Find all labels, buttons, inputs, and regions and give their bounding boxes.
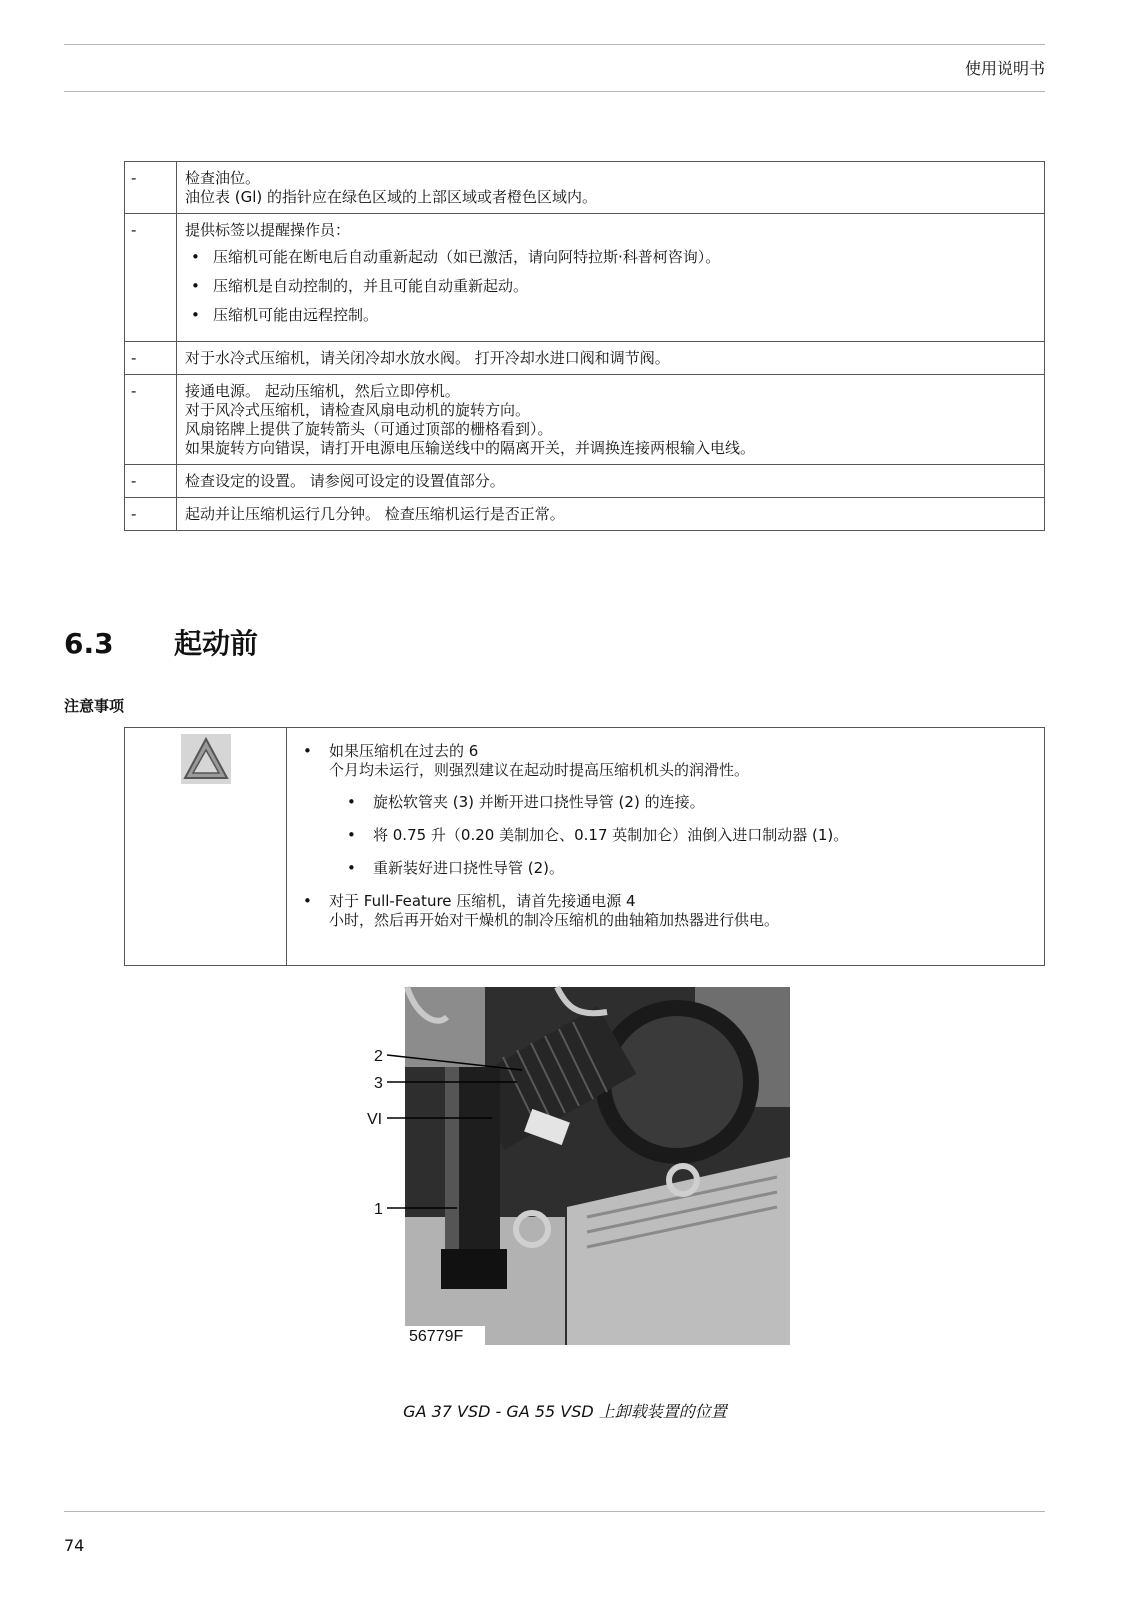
row-content bbox=[177, 498, 1045, 531]
warning-triangle-icon bbox=[181, 734, 231, 784]
row-text: 油位表 (Gl) 的指针应在绿色区域的上部区域或者橙色区域内。 bbox=[185, 188, 598, 206]
row-text: 对于水冷式压缩机，请关闭冷却水放水阀。 打开冷却水进口阀和调节阀。 bbox=[185, 349, 670, 367]
notice-bullet bbox=[293, 892, 1033, 930]
table-row bbox=[125, 465, 1045, 498]
row-marker: - bbox=[125, 214, 177, 342]
row-text: 接通电源。 起动压缩机，然后立即停机。 bbox=[185, 382, 460, 400]
notice-line: • 如果压缩机在过去的 6 bbox=[329, 742, 479, 760]
row-content bbox=[177, 375, 1045, 465]
notice-line: 小时，然后再开始对干燥机的制冷压缩机的曲轴箱加热器进行供电。 bbox=[329, 911, 780, 929]
callout-2: 2 bbox=[374, 1048, 383, 1065]
table-row bbox=[125, 214, 1045, 342]
notice-label: 注意事项 bbox=[64, 697, 125, 715]
notice-box bbox=[124, 727, 1045, 966]
notice-bullet bbox=[293, 742, 1033, 780]
table-row bbox=[125, 162, 1045, 214]
callout-3: 3 bbox=[374, 1075, 383, 1092]
row-text: 风扇铭牌上提供了旋转箭头（可通过顶部的栅格看到）。 bbox=[185, 420, 553, 438]
row-text: 检查设定的设置。 请参阅可设定的设置值部分。 bbox=[185, 472, 505, 490]
row-marker: - bbox=[125, 342, 177, 375]
row-content bbox=[177, 465, 1045, 498]
list-item: • 压缩机可能在断电后自动重新起动（如已激活，请向阿特拉斯·科普柯咨询）。 bbox=[185, 248, 1036, 267]
header-rule-bottom bbox=[64, 91, 1045, 92]
row-text: 检查油位。 bbox=[185, 169, 261, 187]
row-marker: - bbox=[125, 162, 177, 214]
callout-vi: VI bbox=[367, 1111, 383, 1128]
table-row bbox=[125, 498, 1045, 531]
notice-icon-cell bbox=[125, 728, 287, 965]
table-row bbox=[125, 375, 1045, 465]
section-title: 起动前 bbox=[174, 627, 259, 660]
notice-line: • 对于 Full-Feature 压缩机，请首先接通电源 4 bbox=[329, 892, 636, 910]
section-heading bbox=[64, 622, 258, 662]
footer-rule bbox=[64, 1511, 1045, 1512]
row-content bbox=[177, 342, 1045, 375]
row-text: 如果旋转方向错误，请打开电源电压输送线中的隔离开关，并调换连接两根输入电线。 bbox=[185, 439, 756, 457]
image-code: 56779F bbox=[409, 1328, 464, 1345]
row-marker: - bbox=[125, 498, 177, 531]
row-text: 起动并让压缩机运行几分钟。 检查压缩机运行是否正常。 bbox=[185, 505, 565, 523]
notice-line: 个月均未运行，则强烈建议在起动时提高压缩机机头的润滑性。 bbox=[329, 761, 750, 779]
unloader-photo bbox=[367, 987, 790, 1361]
notice-sub-bullet: • 旋松软管夹 (3) 并断开进口挠性导管 (2) 的连接。 bbox=[293, 793, 1033, 812]
notice-sub-bullet: • 将 0.75 升（0.20 美制加仑、0.17 英制加仑）油倒入进口制动器 (1)。 bbox=[293, 826, 1033, 845]
notice-text bbox=[293, 742, 1033, 943]
row-text: 提供标签以提醒操作员： bbox=[185, 221, 351, 239]
list-item: • 压缩机可能由远程控制。 bbox=[185, 306, 1036, 325]
header-rule-top bbox=[64, 44, 1045, 45]
row-marker: - bbox=[125, 465, 177, 498]
header-title: 使用说明书 bbox=[964, 59, 1045, 78]
steps-table bbox=[124, 161, 1045, 531]
row-text: 对于风冷式压缩机，请检查风扇电动机的旋转方向。 bbox=[185, 401, 531, 419]
row-content bbox=[177, 162, 1045, 214]
row-content bbox=[177, 214, 1045, 342]
row-marker: - bbox=[125, 375, 177, 465]
section-number: 6.3 bbox=[64, 627, 114, 660]
figure-caption: GA 37 VSD - GA 55 VSD 上卸载装置的位置 bbox=[403, 1402, 727, 1421]
list-item: • 压缩机是自动控制的，并且可能自动重新起动。 bbox=[185, 277, 1036, 296]
notice-sub-bullet: • 重新装好进口挠性导管 (2)。 bbox=[293, 859, 1033, 878]
page-number: 74 bbox=[64, 1536, 85, 1555]
table-row bbox=[125, 342, 1045, 375]
callout-1: 1 bbox=[374, 1201, 383, 1218]
